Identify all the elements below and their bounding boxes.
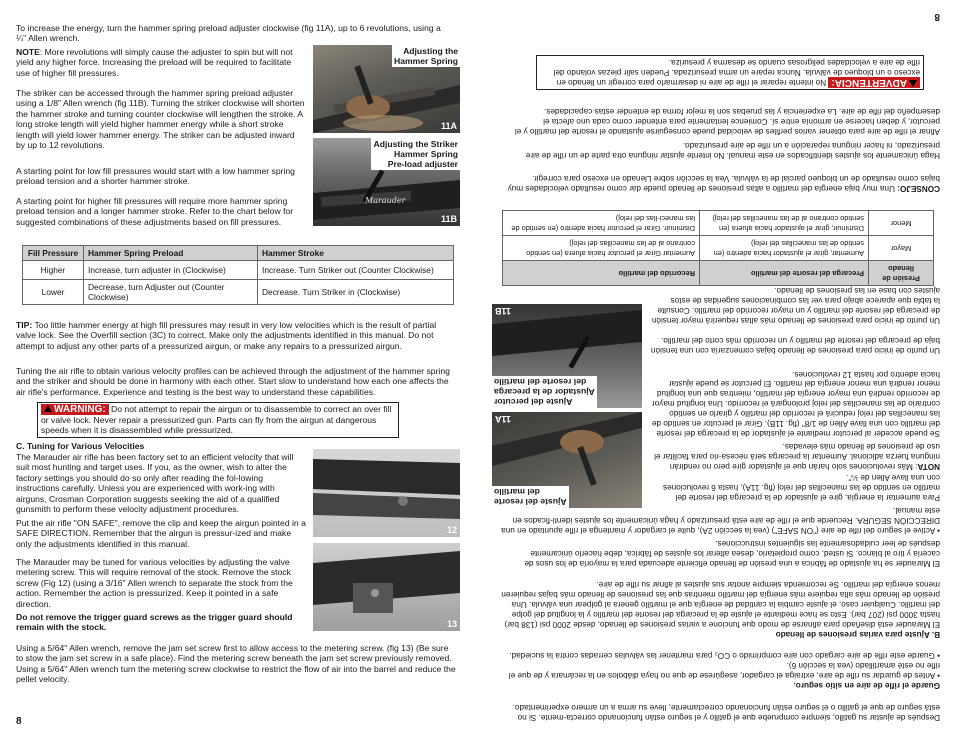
figure-11a-label: 11A — [440, 121, 457, 131]
note-text: : More revolutions will simply cause the adjuster to spin but will not yield any higher force. Increasing the preload will be required to facilitate use of higher fill pressures. — [16, 47, 293, 78]
tip-paragraph — [16, 320, 456, 351]
table-cell: Higher — [23, 261, 84, 280]
page-number-right: 8 — [934, 11, 940, 22]
table-cell: Aumentar Girar el percutor hacia afuera (en sentido contrario al de las manecillas del reloj) — [503, 236, 700, 261]
table-row — [503, 211, 934, 236]
jam-screw-paragraph: Using a 5/64" Allen wrench, remove the jam set screw first to allow access to the metering screw. (fig 13) (Be sure to stow the jam set screw in a safe place). Find the metering screw beneath the jam set screw previously removed. Using a 5/64" Allen wrench turn the metering screw clockwise to restrict the flow of air into the barrel and reduce the pellet velocity. — [16, 643, 456, 685]
consejo-paragraph — [500, 173, 940, 193]
note-label: NOTE — [16, 47, 40, 57]
figure-11b-caption — [371, 138, 460, 170]
header-hammer-stroke: Hammer Stroke — [258, 246, 454, 261]
table-cell: Lower — [23, 280, 84, 305]
right-page — [477, 0, 954, 738]
factory-setting-paragraph: El Marauder se ha ajustado de fábrica a una presión de llenado eficiente adecuada para la mayoría de los usos de cacería y tiro al blanco. Si usted, como propietario, desea alterar los ajustes de fábrica, debe hacerlo únicamente después de leer cuidadosamente las siguientes instrucciones. — [524, 539, 940, 568]
consejo-label: CONSEJO: — [897, 184, 940, 193]
nota-text: : Más revoluciones solo harán que el ajustador gire pero no rendirán ninguna fuerza adicional. Aumentar la precarga será necesa-rio para facilitar el uso de presiones de llenado más elevadas. — [654, 442, 940, 471]
table-cell: Increase. Turn Striker out (Counter Clockwise) — [258, 261, 454, 280]
figure-11b-es-caption — [492, 376, 597, 408]
note-paragraph — [16, 47, 306, 78]
figure-11a-caption — [392, 45, 460, 67]
header-fill-pressure: Fill Pressure — [23, 246, 84, 261]
metering-screw-paragraph: The Marauder may be tuned for various velocities by adjusting the valve metering screw. This will require removal of the stock. Remove the stock screw (Fig 12) (using a 3/16" Allen wrench to separate the stock from the action. Remember the action is pressurized. Keep it pointed in a safe direction. — [16, 557, 293, 609]
warning-triangle-icon — [44, 405, 52, 412]
advertencia-box — [536, 55, 924, 90]
figure-13-label: 13 — [446, 619, 457, 629]
table-cell: Aumentar, girar el ajustador hacia adentro (en sentido de las manecillas del reloj) — [700, 236, 869, 261]
table-cell: Disminuir. Girar el percutor hacia adentro (en sentido de las maneci-llas del reloj) — [503, 211, 700, 236]
figure-11b-es-caption-line2: Ajustador de la precarga — [494, 387, 595, 397]
advertencia-badge — [828, 77, 920, 88]
low-start-paragraph: Un punto de inicio para presiones de llenado bajas comenzaría con una tensión baja de precarga del resorte del martillo y un recorrido más corto del martillo. — [650, 336, 940, 355]
warning-text: Do not attempt to repair the airgun or to disassemble to correct an over fill or valve lock. Never repair a pressurized gun. Parts can fly from the airgun at dangerous speeds when it is disassembled while pressurized. — [41, 404, 392, 436]
metering-screw-illustration — [313, 543, 460, 631]
figure-11b-caption-line2: Hammer Spring — [394, 149, 458, 159]
figure-11a-es-label: 11A — [495, 414, 512, 424]
adjustment-chart-es — [502, 210, 934, 286]
high-start-paragraph: Un punto de inicio para presiones de llenado más altas requerirá mayor tensión de precarga del resorte del martillo y un mayor recorrido del martillo. Consulte la tabla que aparece abajo para ver las combinaciones sugeridas de estos ajustes con base en las presiones de llenado. — [651, 286, 940, 325]
fill-pressure-text: El Marauder está diseñado para afinarse de modo que funcione a varias presiones de llenado, desde 2000 psi (138 bar) hasta 3000 psi (207 bar). Esto se hace mediante el ajuste de la precarga del resorte del martillo y la longitud del golpe del martillo. Cualquier caso, el ajuste cambia la cantidad de energía que el martillo genera al golpear una válvula. Una presión de llenado más alta requiere más energía del martillo mientras que las presiones de llenado más bajas requieren menos energía del martillo. Se recomienda siempre anotar sus ajustes al afinar su rifle de aire. — [501, 580, 940, 630]
tip-text: Too little hammer energy at high fill pressures may result in very low velocities which is the result of partial valve lock. See the Overfill section (3C) to correct. Make only the adjustments identified in this manual. Do not attempt to adjust any other parts of a pressurized airgun, or make any repairs to a pressurized airgun. — [16, 320, 437, 351]
section-c-heading: C. Tuning for Various Velocities — [16, 441, 145, 451]
table-row — [23, 261, 454, 280]
adjustment-chart — [22, 245, 454, 305]
trigger-check-paragraph: Después de ajustar su gatillo, siempre compruebe que el gatillo y el seguro están funcionando correcta-mente. Si no está seguro de que el gatillo o el seguro están funcionando correctamente, lleve su arma a un armero experimentado. — [512, 703, 940, 722]
table-cell: Mayor — [869, 236, 934, 261]
figure-11a-es-photo — [492, 412, 642, 508]
warning-triangle-icon — [909, 80, 917, 87]
stock-screw-illustration — [313, 449, 460, 537]
increase-energy-paragraph: Para aumentar la energía, gire el ajustador de la precarga del resorte del martillo en sentido de las manecillas del reloj (fig. 11A), hasta 6 revoluciones con una llave Allen de ¼". — [663, 473, 940, 502]
warning-badge — [41, 404, 109, 415]
storage-bullet-2: • Guarde este rifle de aire cargado con aire comprimido o CO₂ para mantener las válvulas cerradas contra la suciedad. — [509, 651, 940, 661]
figure-11b-es-label: 11B — [495, 306, 512, 316]
figure-11a-caption-line2: Hammer Spring — [394, 56, 458, 66]
figure-13-photo — [313, 543, 460, 631]
trigger-guard-note: Do not remove the trigger guard screws as the trigger guard should remain with the stock. — [16, 612, 293, 633]
intro-paragraph: To increase the energy, turn the hammer spring preload adjuster clockwise (fig 11A), up to 6 revolutions, using a ¼" Allen wrench. — [16, 23, 441, 44]
advertencia-text: No intente reparar el rifle de aire ni desarmarlo para corregir un llenado en exceso o un bloqueo de válvula. Nunca repare un arma presurizada. Pueden salir piezas volando del rifle de aire a velocidades peligrosas cuando se desarma y presuriza. — [553, 58, 920, 87]
header-recorrido-martillo: Recorrido del martillo — [503, 261, 700, 286]
afinar-paragraph: Afinar el rifle de aire para obtener varios perfiles de velocidad puede conseguirse ajustando el resorte del martillo y el percutor, y deben hacerse en armonía entre sí. Comience lentamente para entender como cada uno afecta el desempeño del rifle de aire. La experiencia y las pruebas son la mejor forma de entender estas capacidades. — [514, 107, 940, 136]
advertencia-label: ADVERTENCIA: — [831, 77, 907, 88]
factory-set-paragraph: The Marauder air rifle has been factory set to an efficient velocity that will suit most hunting and target uses. If you, as the owner, wish to alter the factory settings you should do so only after reading the fol-lowing instructions carefully. Unless you are experienced with work-ing with airguns, Crosman Corporation suggests seeking the aid of a qualified gunsmith to perform these velocity adjustment procedures. — [16, 452, 294, 515]
figure-12-photo — [313, 449, 460, 537]
high-fill-paragraph: A starting point for higher fill pressures will require more hammer spring preload tension and a longer hammer stroke. Refer to the chart below for suggested combinations of these adjustments based on fill pressures. — [16, 196, 294, 227]
warning-label: WARNING: — [54, 404, 106, 415]
storage-section — [500, 650, 940, 690]
figure-11b-es-caption-line1: Ajuste del percutor — [494, 397, 573, 407]
header-precarga-resorte: Precarga del resorte del martillo — [700, 261, 869, 286]
percutor-paragraph: Se puede acceder al percutor mediante el ajustador de la precarga del resorte del martillo con una llave Allen de 1/8" (fig. 11B). Girar el percutor en sentido de las manecillas del reloj reducirá el recorrido del martillo y girarlo en sentido contrario de las manecillas del reloj prolongará el recorrido. Una longitud mayor de recorrido rendirá una mayor energía del martillo, mientras que una longitud menor rendirá una menor energía del martillo. El percutor se puede ajustar hacia adentro por hasta 12 revoluciones. — [651, 369, 940, 438]
table-cell: Increase, turn adjuster in (Clockwise) — [84, 261, 258, 280]
figure-11a-photo — [313, 45, 460, 133]
figure-11a-es-caption-line1: Ajuste del resorte — [494, 497, 567, 507]
tip-label: TIP: — [16, 320, 33, 330]
table-row — [23, 280, 454, 305]
header-presion-llenado: Presión de llenado — [869, 261, 934, 286]
adjust-only-paragraph: Haga únicamente los ajustes identificados en este manual. No intente ajustar ninguna otra parte de un rifle de aire presurizado, ni hacer ninguna reparación a un rifle de aire presurizado. — [525, 141, 940, 160]
nota-label: NOTA — [917, 462, 940, 471]
fill-pressure-section — [500, 580, 940, 639]
figure-12-label: 12 — [446, 525, 457, 535]
table-cell: Decrease. Turn Striker in (Clockwise) — [258, 280, 454, 305]
figure-11b-caption-line3: Pre-load adjuster — [387, 159, 458, 169]
page-number-left: 8 — [16, 716, 22, 727]
figure-11b-label: 11B — [440, 214, 457, 224]
nota-paragraph — [650, 441, 940, 471]
striker-paragraph: The striker can be accessed through the hammer spring preload adjuster using a 1/8" Allen wrench (fig 11B). Turning the striker clockwise will shorten the hammer stroke and turning counter clockwise will lengthen the stroke. A long stroke length will yield higher hammer energy while a short stroke length will yield lower hammer energy. The striker can be adjusted inward by up to 12 revolutions. — [16, 88, 305, 151]
on-safe-paragraph: Put the air rifle "ON SAFE", remove the clip and keep the airgun pointed in a SAFE DIRECTION. Remember that the airgun is pressur-ized and make only the adjustments identified in this manual. — [16, 518, 306, 549]
storage-heading: Guarde el rifle de aire en sitio seguro. — [793, 681, 940, 690]
figure-11b-photo — [313, 138, 460, 226]
table-cell: Disminuir, girar el ajustador hacia afuera (en sentido contrario al de las manecillas del reloj) — [700, 211, 869, 236]
tuning-paragraph: Tuning the air rifle to obtain various velocity profiles can be achieved through the adjustment of the hammer spring and the striker and should be done in harmony with each other. Start slow to understand how each one affects the air rifle's performance. Experience and testing is the best way to understand these capabilities. — [16, 366, 450, 397]
figure-11a-caption-line1: Adjusting the — [403, 46, 458, 56]
figure-11b-caption-line1: Adjusting the Striker — [373, 139, 458, 149]
storage-bullet-1: • Antes de guardar su rifle de aire, extraiga el cargador, asegúrese de que no haya diábolos en la recámara y de que el rifle no esté amartillado (vea la sección 6). — [508, 661, 940, 681]
table-row — [503, 236, 934, 261]
figure-11a-es-caption — [492, 486, 569, 508]
consejo-text: Una muy baja energía del martillo a altas presiones de llenado puede dar como resultado velocidades muy bajas como resultado de un bloqueo parcial de la válvula. Vea la sección sobre Llenado en exceso para corregir. — [507, 174, 940, 193]
low-fill-paragraph: A starting point for low fill pressures would start with a low hammer spring preload tension and a shorter hammer stroke. — [16, 166, 295, 187]
rifle-brand-logo: Marauder — [365, 196, 406, 205]
figure-11b-es-photo — [492, 304, 642, 408]
table-cell: Menor — [869, 211, 934, 236]
warning-box — [37, 402, 399, 438]
safe-direction-paragraph: • Active el seguro del rifle de aire ("ON SAFE") (vea la sección 2A), quite el cargador y mantenga el rifle apuntado en una DIRECCIÓN SEGURA. Recuerde que el rifle de aire está presurizado y haga únicamente los ajustes identi-ficados en este manual. — [501, 506, 940, 535]
figure-11a-es-caption-line2: del martillo — [494, 487, 540, 497]
fill-pressure-heading: B. Ajuste para varias presiones de llenado — [775, 630, 940, 639]
header-hammer-spring-preload: Hammer Spring Preload — [84, 246, 258, 261]
figure-11b-es-caption-line3: del resorte del martillo — [494, 377, 587, 387]
table-cell: Decrease, turn Adjuster out (Counter Clockwise) — [84, 280, 258, 305]
